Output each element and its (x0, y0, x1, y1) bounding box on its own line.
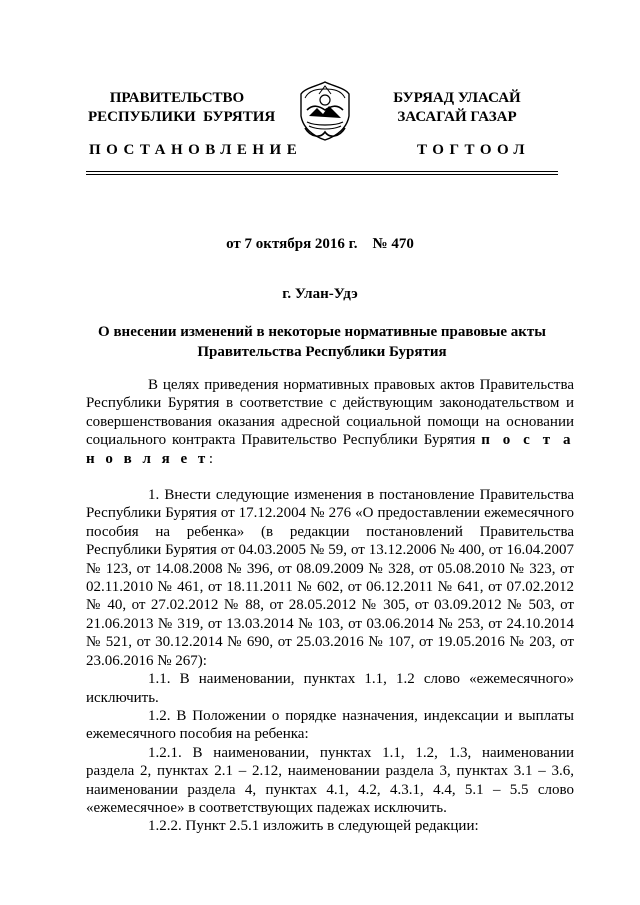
document-body (86, 376, 574, 836)
preamble-text: В целях приведения нормативных правовых актов Правительства Республики Бурятия в соответствие с действующим законодательством и совершенствования оказания адресной социальной помощи на основании социального контракта Правительство Республики Бурятия (86, 377, 574, 449)
title-line2: Правительства Республики Бурятия (197, 344, 447, 360)
header-divider-top (86, 171, 558, 172)
paragraph-1: 1. Внести следующие изменения в постановление Правительства Республики Бурятия от 17.12.2004 № 276 «О предоставлении ежемесячного пособия на ребенка» (в редакции постановлений Правительства Республики Бурятия от 04.03.2005 № 59, от 13.12.2006 № 400, от 16.04.2007 № 123, от 14.08.2008 № 396, от 08.09.2009 № 328, от 05.08.2010 № 323, от 02.11.2010 № 461, от 18.11.2011 № 602, от 06.12.2011 № 641, от 07.02.2012 № 40, от 27.02.2012 № 88, от 28.05.2012 № 305, от 03.09.2012 № 503, от 21.06.2013 № 319, от 13.03.2014 № 103, от 03.06.2014 № 253, от 24.10.2014 № 521, от 30.12.2014 № 690, от 25.03.2016 № 107, от 19.05.2016 № 203, от 23.06.2016 № 267): (86, 487, 574, 669)
coat-of-arms-icon (297, 80, 353, 142)
paragraph-1-2-1: 1.2.1. В наименовании, пунктах 1.1, 1.2, 1.3, наименовании раздела 2, пунктах 2.1 – 2.12, наименовании раздела 3, пунктах 3.1 – 3.6, наименовании раздела 4, пунктах 4.1, 4.2, 4.3.1, 4.4, 5.1 – 5.5 слово «ежемесячное» в соответствующих падежах исключить. (86, 744, 574, 816)
header-right-line1: БУРЯАД УЛАСАЙ (393, 90, 521, 106)
preamble-colon: : (208, 450, 213, 467)
government-header-bua (392, 89, 522, 127)
header-right-line2: ЗАСАГАЙ ГАЗАР (397, 109, 517, 125)
decree-date-number: от 7 октября 2016 г. № 470 (226, 236, 414, 252)
preamble-resolves: п о с т а н о в л я е т (86, 432, 574, 467)
decree-label-ru: ПОСТАНОВЛЕНИЕ (89, 142, 303, 158)
government-header-ru (88, 89, 276, 127)
preamble-paragraph (86, 376, 574, 468)
paragraph-1-2: 1.2. В Положении о порядке назначения, индексации и выплаты ежемесячного пособия на ребенка: (86, 707, 574, 743)
decree-label-bua: ТОГТООЛ (417, 142, 531, 158)
city-line: г. Улан-Удэ (282, 286, 358, 302)
header-left-line1: ПРАВИТЕЛЬСТВО (109, 90, 245, 106)
header-left-line2: РЕСПУБЛИКИ БУРЯТИЯ (88, 109, 276, 125)
paragraph-1-2-2: 1.2.2. Пункт 2.5.1 изложить в следующей редакции: (148, 818, 479, 835)
title-line1: О внесении изменений в некоторые нормативные правовые акты (98, 324, 546, 340)
document-title (86, 322, 558, 362)
header-divider-bottom (86, 174, 558, 175)
paragraph-1-1: 1.1. В наименовании, пунктах 1.1, 1.2 слово «ежемесячного» исключить. (86, 671, 574, 706)
